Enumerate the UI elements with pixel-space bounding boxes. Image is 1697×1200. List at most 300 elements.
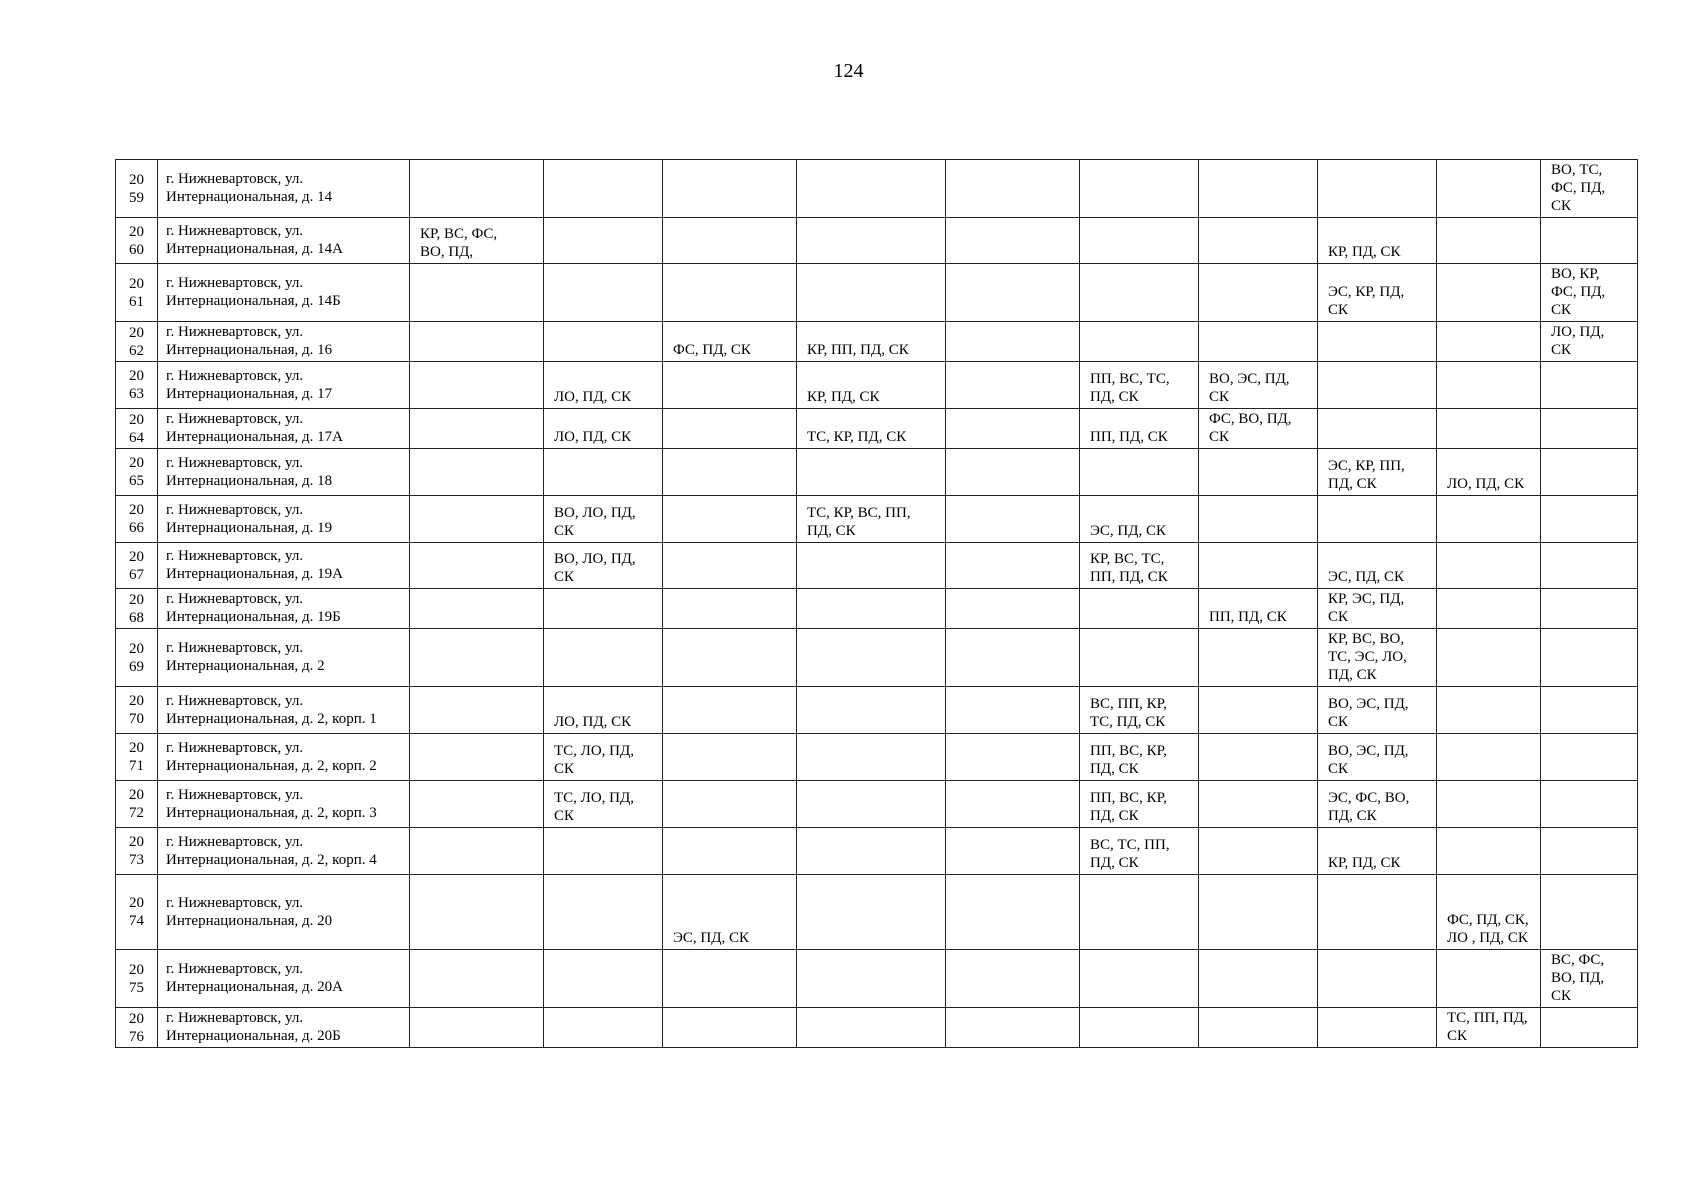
row-number-line: 20: [129, 740, 144, 756]
work-cell-col1: [410, 449, 544, 496]
work-code-line: ПД, СК: [1328, 808, 1377, 824]
row-number-line: 74: [129, 913, 144, 929]
work-cell-col6: [1080, 218, 1199, 264]
table-row: [116, 828, 1638, 875]
address-cell: [158, 449, 410, 496]
work-cell-col1: [410, 589, 544, 629]
work-cell-col3: [663, 160, 797, 218]
address-cell: [158, 734, 410, 781]
address-line: Интернациональная, д. 2, корп. 1: [166, 710, 377, 727]
address-line: Интернациональная, д. 17А: [166, 429, 344, 445]
row-number-cell: [116, 322, 158, 362]
work-cell-col4: [797, 322, 946, 362]
work-cell-col2: [544, 496, 663, 543]
row-number-line: 20: [129, 411, 144, 428]
work-cell-col3: [663, 828, 797, 875]
address-cell: [158, 543, 410, 589]
work-code-line: ПД, СК: [1090, 389, 1139, 405]
work-cell-col8: [1318, 496, 1437, 543]
work-cell-col1: [410, 828, 544, 875]
work-cell-col8: [1318, 950, 1437, 1008]
work-cell-col8: [1318, 543, 1437, 589]
work-cell-col3: [663, 409, 797, 449]
work-cell-col7: [1199, 218, 1318, 264]
table-row: [116, 160, 1638, 218]
address-cell: [158, 218, 410, 264]
work-cell-col2: [544, 734, 663, 781]
work-cell-col6: [1080, 950, 1199, 1008]
address-line: г. Нижневартовск, ул.: [166, 833, 304, 850]
work-code-line: ЛО , ПД, СК: [1447, 930, 1528, 946]
work-cell-col8: [1318, 589, 1437, 629]
work-cell-col7: [1199, 543, 1318, 589]
work-cell-col2: [544, 950, 663, 1008]
address-line: Интернациональная, д. 18: [166, 472, 333, 489]
work-cell-col5: [946, 362, 1080, 409]
work-code-line: ТС, ПД, СК: [1090, 714, 1166, 730]
work-code-line: КР, ЭС, ПД,: [1328, 591, 1405, 607]
work-cell-col7: [1199, 875, 1318, 950]
address-line: г. Нижневартовск, ул.: [166, 1010, 304, 1026]
work-cell-col9: [1437, 362, 1541, 409]
work-cell-col5: [946, 264, 1080, 322]
work-code-line: КР, ПД, СК: [807, 389, 880, 405]
work-code-line: ТС, ЛО, ПД,: [554, 790, 634, 806]
work-cell-col9: [1437, 449, 1541, 496]
work-code-line: ПП, ПД, СК: [1209, 609, 1287, 625]
work-cell-col3: [663, 322, 797, 362]
work-code-line: ТС, ПП, ПД,: [1447, 1010, 1528, 1026]
row-number-cell: [116, 781, 158, 828]
row-number-line: 20: [129, 223, 144, 240]
work-cell-col9: [1437, 496, 1541, 543]
work-cell-col3: [663, 629, 797, 687]
work-code-line: ЛО, ПД,: [1551, 324, 1605, 340]
work-cell-col3: [663, 1008, 797, 1048]
work-code-line: СК: [1551, 342, 1572, 358]
address-line: Интернациональная, д. 17: [166, 385, 333, 402]
address-line: г. Нижневартовск, ул.: [166, 739, 304, 756]
work-code-line: СК: [554, 569, 575, 585]
work-cell-col3: [663, 875, 797, 950]
address-line: г. Нижневартовск, ул.: [166, 171, 304, 187]
work-cell-col5: [946, 781, 1080, 828]
work-cell-col9: [1437, 218, 1541, 264]
work-cell-col3: [663, 496, 797, 543]
work-code-line: ВО, ПД,: [420, 244, 474, 260]
address-line: г. Нижневартовск, ул.: [166, 786, 304, 803]
work-cell-col10: [1541, 543, 1638, 589]
work-code-line: СК: [1551, 302, 1572, 318]
work-cell-col10: [1541, 629, 1638, 687]
work-cell-col4: [797, 449, 946, 496]
row-number-cell: [116, 875, 158, 950]
work-code-line: СК: [1328, 609, 1349, 625]
row-number-cell: [116, 828, 158, 875]
row-number-line: 63: [129, 386, 144, 402]
work-code-line: СК: [1209, 429, 1230, 445]
row-number-line: 20: [129, 455, 144, 471]
row-number-line: 75: [129, 979, 144, 996]
row-number-line: 20: [129, 834, 144, 850]
work-cell-col5: [946, 496, 1080, 543]
row-number-cell: [116, 449, 158, 496]
row-number-line: 20: [129, 787, 144, 803]
work-code-line: ПД, СК: [1090, 761, 1139, 777]
work-cell-col7: [1199, 781, 1318, 828]
work-cell-col7: [1199, 409, 1318, 449]
address-line: Интернациональная, д. 20: [166, 912, 333, 929]
work-cell-col7: [1199, 362, 1318, 409]
work-cell-col2: [544, 589, 663, 629]
address-line: Интернациональная, д. 14А: [166, 241, 344, 257]
work-cell-col9: [1437, 160, 1541, 218]
work-cell-col7: [1199, 160, 1318, 218]
work-cell-col4: [797, 589, 946, 629]
address-cell: [158, 409, 410, 449]
table-row: [116, 687, 1638, 734]
work-cell-col2: [544, 781, 663, 828]
work-cell-col6: [1080, 875, 1199, 950]
work-cell-col1: [410, 781, 544, 828]
work-cell-col5: [946, 828, 1080, 875]
address-line: Интернациональная, д. 2, корп. 4: [166, 851, 377, 868]
work-cell-col8: [1318, 264, 1437, 322]
work-code-line: ЛО, ПД, СК: [1447, 476, 1525, 492]
work-cell-col3: [663, 781, 797, 828]
table-row: [116, 734, 1638, 781]
address-cell: [158, 362, 410, 409]
work-code-line: ПД, СК: [1328, 667, 1377, 683]
table-row: [116, 1008, 1638, 1048]
work-cell-col6: [1080, 362, 1199, 409]
work-cell-col4: [797, 781, 946, 828]
work-cell-col2: [544, 218, 663, 264]
address-line: г. Нижневартовск, ул.: [166, 411, 304, 427]
address-line: Интернациональная, д. 14Б: [166, 293, 341, 309]
work-cell-col9: [1437, 734, 1541, 781]
work-cell-col6: [1080, 828, 1199, 875]
work-code-line: ЭС, ФС, ВО,: [1328, 790, 1410, 806]
row-number-cell: [116, 543, 158, 589]
work-cell-col5: [946, 160, 1080, 218]
address-line: г. Нижневартовск, ул.: [166, 275, 304, 291]
table-row: [116, 322, 1638, 362]
work-cell-col10: [1541, 828, 1638, 875]
work-code-line: ВО, ТС,: [1551, 162, 1603, 178]
address-line: Интернациональная, д. 2, корп. 3: [166, 804, 377, 821]
work-cell-col10: [1541, 781, 1638, 828]
work-cell-col9: [1437, 687, 1541, 734]
work-code-line: ПД, СК: [1328, 476, 1377, 492]
table-row: [116, 449, 1638, 496]
work-cell-col9: [1437, 1008, 1541, 1048]
row-number-cell: [116, 629, 158, 687]
work-cell-col10: [1541, 264, 1638, 322]
work-cell-col10: [1541, 496, 1638, 543]
work-code-line: СК: [554, 523, 575, 539]
row-number-line: 69: [129, 658, 144, 675]
work-cell-col2: [544, 449, 663, 496]
work-cell-col10: [1541, 950, 1638, 1008]
work-code-line: ВО, ЭС, ПД,: [1209, 371, 1290, 387]
work-cell-col7: [1199, 496, 1318, 543]
work-code-line: ТС, КР, ВС, ПП,: [807, 505, 911, 521]
work-cell-col7: [1199, 734, 1318, 781]
work-code-line: СК: [554, 808, 575, 824]
work-cell-col10: [1541, 1008, 1638, 1048]
work-code-line: ТС, ЭС, ЛО,: [1328, 649, 1407, 665]
work-code-line: ПП, ВС, КР,: [1090, 743, 1167, 759]
work-code-line: ЭС, ПД, СК: [673, 930, 749, 946]
address-cell: [158, 687, 410, 734]
work-cell-col10: [1541, 589, 1638, 629]
work-cell-col2: [544, 322, 663, 362]
address-cell: [158, 322, 410, 362]
work-cell-col4: [797, 543, 946, 589]
work-code-line: ФС, ПД, СК: [673, 342, 751, 358]
work-code-line: СК: [1551, 988, 1572, 1004]
row-number-line: 68: [129, 609, 144, 626]
work-code-line: ЭС, КР, ПП,: [1328, 458, 1405, 474]
work-code-line: ВС, ФС,: [1551, 952, 1605, 968]
work-cell-col8: [1318, 734, 1437, 781]
address-line: Интернациональная, д. 20Б: [166, 1028, 341, 1044]
work-cell-col4: [797, 264, 946, 322]
work-cell-col9: [1437, 322, 1541, 362]
table-row: [116, 362, 1638, 409]
row-number-cell: [116, 950, 158, 1008]
work-cell-col5: [946, 950, 1080, 1008]
address-line: г. Нижневартовск, ул.: [166, 961, 304, 977]
row-number-line: 20: [129, 368, 144, 384]
row-number-cell: [116, 687, 158, 734]
work-code-line: ЛО, ПД, СК: [554, 714, 632, 730]
work-cell-col8: [1318, 687, 1437, 734]
row-number-cell: [116, 160, 158, 218]
table-row: [116, 781, 1638, 828]
work-cell-col1: [410, 362, 544, 409]
row-number-cell: [116, 734, 158, 781]
work-cell-col2: [544, 828, 663, 875]
work-code-line: КР, ПД, СК: [1328, 855, 1401, 871]
work-code-line: ЭС, ПД, СК: [1328, 569, 1404, 585]
work-cell-col5: [946, 409, 1080, 449]
work-cell-col5: [946, 687, 1080, 734]
work-cell-col7: [1199, 828, 1318, 875]
address-cell: [158, 496, 410, 543]
address-cell: [158, 781, 410, 828]
work-cell-col10: [1541, 687, 1638, 734]
work-cell-col6: [1080, 264, 1199, 322]
work-cell-col5: [946, 875, 1080, 950]
row-number-line: 70: [129, 711, 144, 727]
row-number-cell: [116, 218, 158, 264]
address-line: г. Нижневартовск, ул.: [166, 591, 304, 607]
work-code-line: ВО, ЭС, ПД,: [1328, 743, 1409, 759]
work-code-line: ВО, ЛО, ПД,: [554, 551, 636, 567]
work-cell-col6: [1080, 781, 1199, 828]
work-cell-col8: [1318, 828, 1437, 875]
work-cell-col3: [663, 950, 797, 1008]
work-cell-col1: [410, 218, 544, 264]
address-line: г. Нижневартовск, ул.: [166, 223, 304, 239]
row-number-line: 62: [129, 342, 144, 359]
work-cell-col3: [663, 362, 797, 409]
table-row: [116, 409, 1638, 449]
work-cell-col6: [1080, 589, 1199, 629]
row-number-line: 64: [129, 429, 144, 446]
work-code-line: ЛО, ПД, СК: [554, 389, 632, 405]
address-cell: [158, 1008, 410, 1048]
work-cell-col10: [1541, 218, 1638, 264]
work-cell-col4: [797, 734, 946, 781]
table-row: [116, 496, 1638, 543]
work-cell-col4: [797, 362, 946, 409]
row-number-cell: [116, 264, 158, 322]
address-line: Интернациональная, д. 19: [166, 519, 333, 536]
address-line: г. Нижневартовск, ул.: [166, 894, 304, 911]
row-number-cell: [116, 496, 158, 543]
work-cell-col6: [1080, 629, 1199, 687]
work-code-line: СК: [1209, 389, 1230, 405]
work-code-line: ВС, ТС, ПП,: [1090, 837, 1170, 853]
work-cell-col9: [1437, 781, 1541, 828]
work-cell-col2: [544, 629, 663, 687]
work-cell-col6: [1080, 687, 1199, 734]
work-cell-col4: [797, 1008, 946, 1048]
work-code-line: ПД, СК: [1090, 808, 1139, 824]
row-number-line: 20: [129, 895, 144, 911]
work-code-line: СК: [1328, 302, 1349, 318]
work-cell-col8: [1318, 875, 1437, 950]
work-code-line: ПП, ВС, КР,: [1090, 790, 1167, 806]
address-line: г. Нижневартовск, ул.: [166, 324, 304, 340]
work-cell-col9: [1437, 950, 1541, 1008]
work-cell-col10: [1541, 875, 1638, 950]
row-number-cell: [116, 589, 158, 629]
address-line: г. Нижневартовск, ул.: [166, 501, 304, 518]
table-row: [116, 875, 1638, 950]
work-cell-col8: [1318, 362, 1437, 409]
work-cell-col1: [410, 409, 544, 449]
row-number-line: 20: [129, 1010, 144, 1027]
table-row: [116, 543, 1638, 589]
work-cell-col1: [410, 734, 544, 781]
address-line: г. Нижневартовск, ул.: [166, 692, 304, 709]
address-line: г. Нижневартовск, ул.: [166, 454, 304, 471]
page-number: 124: [833, 60, 864, 82]
row-number-line: 66: [129, 520, 144, 536]
row-number-line: 20: [129, 502, 144, 518]
work-cell-col2: [544, 687, 663, 734]
work-cell-col2: [544, 362, 663, 409]
work-cell-col5: [946, 734, 1080, 781]
work-code-line: ВО, КР,: [1551, 266, 1600, 282]
work-code-line: ВО, ЛО, ПД,: [554, 505, 636, 521]
address-cell: [158, 629, 410, 687]
work-code-line: ПД, СК: [1090, 855, 1139, 871]
work-cell-col4: [797, 875, 946, 950]
row-number-line: 20: [129, 961, 144, 978]
work-cell-col3: [663, 687, 797, 734]
table-row: [116, 950, 1638, 1008]
row-number-line: 20: [129, 171, 144, 188]
work-cell-col2: [544, 1008, 663, 1048]
work-cell-col9: [1437, 875, 1541, 950]
work-code-line: СК: [1328, 761, 1349, 777]
work-cell-col5: [946, 1008, 1080, 1048]
row-number-line: 72: [129, 805, 144, 821]
address-cell: [158, 264, 410, 322]
address-line: г. Нижневартовск, ул.: [166, 548, 304, 564]
work-cell-col1: [410, 496, 544, 543]
work-cell-col1: [410, 160, 544, 218]
work-code-line: ПП, ПД, СК: [1090, 429, 1168, 445]
address-line: Интернациональная, д. 19А: [166, 566, 344, 582]
work-cell-col2: [544, 875, 663, 950]
work-cell-col2: [544, 543, 663, 589]
address-cell: [158, 160, 410, 218]
work-cell-col6: [1080, 734, 1199, 781]
work-cell-col3: [663, 449, 797, 496]
address-cell: [158, 950, 410, 1008]
work-cell-col3: [663, 589, 797, 629]
work-code-line: ФС, ПД,: [1551, 284, 1606, 300]
work-cell-col10: [1541, 362, 1638, 409]
work-cell-col7: [1199, 629, 1318, 687]
row-number-line: 20: [129, 324, 144, 341]
address-line: Интернациональная, д. 14: [166, 189, 333, 205]
work-cell-col4: [797, 409, 946, 449]
work-cell-col10: [1541, 409, 1638, 449]
work-cell-col5: [946, 322, 1080, 362]
work-cell-col7: [1199, 589, 1318, 629]
work-cell-col1: [410, 264, 544, 322]
work-cell-col8: [1318, 409, 1437, 449]
work-cell-col6: [1080, 409, 1199, 449]
row-number-cell: [116, 1008, 158, 1048]
work-cell-col8: [1318, 1008, 1437, 1048]
work-cell-col10: [1541, 734, 1638, 781]
work-code-line: ПП, ВС, ТС,: [1090, 371, 1170, 387]
work-cell-col8: [1318, 449, 1437, 496]
address-line: г. Нижневартовск, ул.: [166, 640, 304, 656]
work-cell-col4: [797, 160, 946, 218]
work-cell-col10: [1541, 449, 1638, 496]
address-line: г. Нижневартовск, ул.: [166, 367, 304, 384]
work-cell-col1: [410, 322, 544, 362]
work-cell-col8: [1318, 218, 1437, 264]
work-cell-col5: [946, 589, 1080, 629]
work-cell-col9: [1437, 589, 1541, 629]
work-cell-col4: [797, 687, 946, 734]
work-code-line: КР, ВС, ВО,: [1328, 631, 1405, 647]
address-cell: [158, 875, 410, 950]
work-cell-col4: [797, 828, 946, 875]
work-code-line: ПД, СК: [807, 523, 856, 539]
work-cell-col6: [1080, 1008, 1199, 1048]
work-cell-col5: [946, 449, 1080, 496]
work-cell-col4: [797, 218, 946, 264]
work-cell-col9: [1437, 828, 1541, 875]
work-cell-col9: [1437, 543, 1541, 589]
work-cell-col9: [1437, 264, 1541, 322]
row-number-line: 20: [129, 591, 144, 608]
work-cell-col6: [1080, 160, 1199, 218]
work-cell-col9: [1437, 409, 1541, 449]
row-number-line: 59: [129, 189, 144, 206]
